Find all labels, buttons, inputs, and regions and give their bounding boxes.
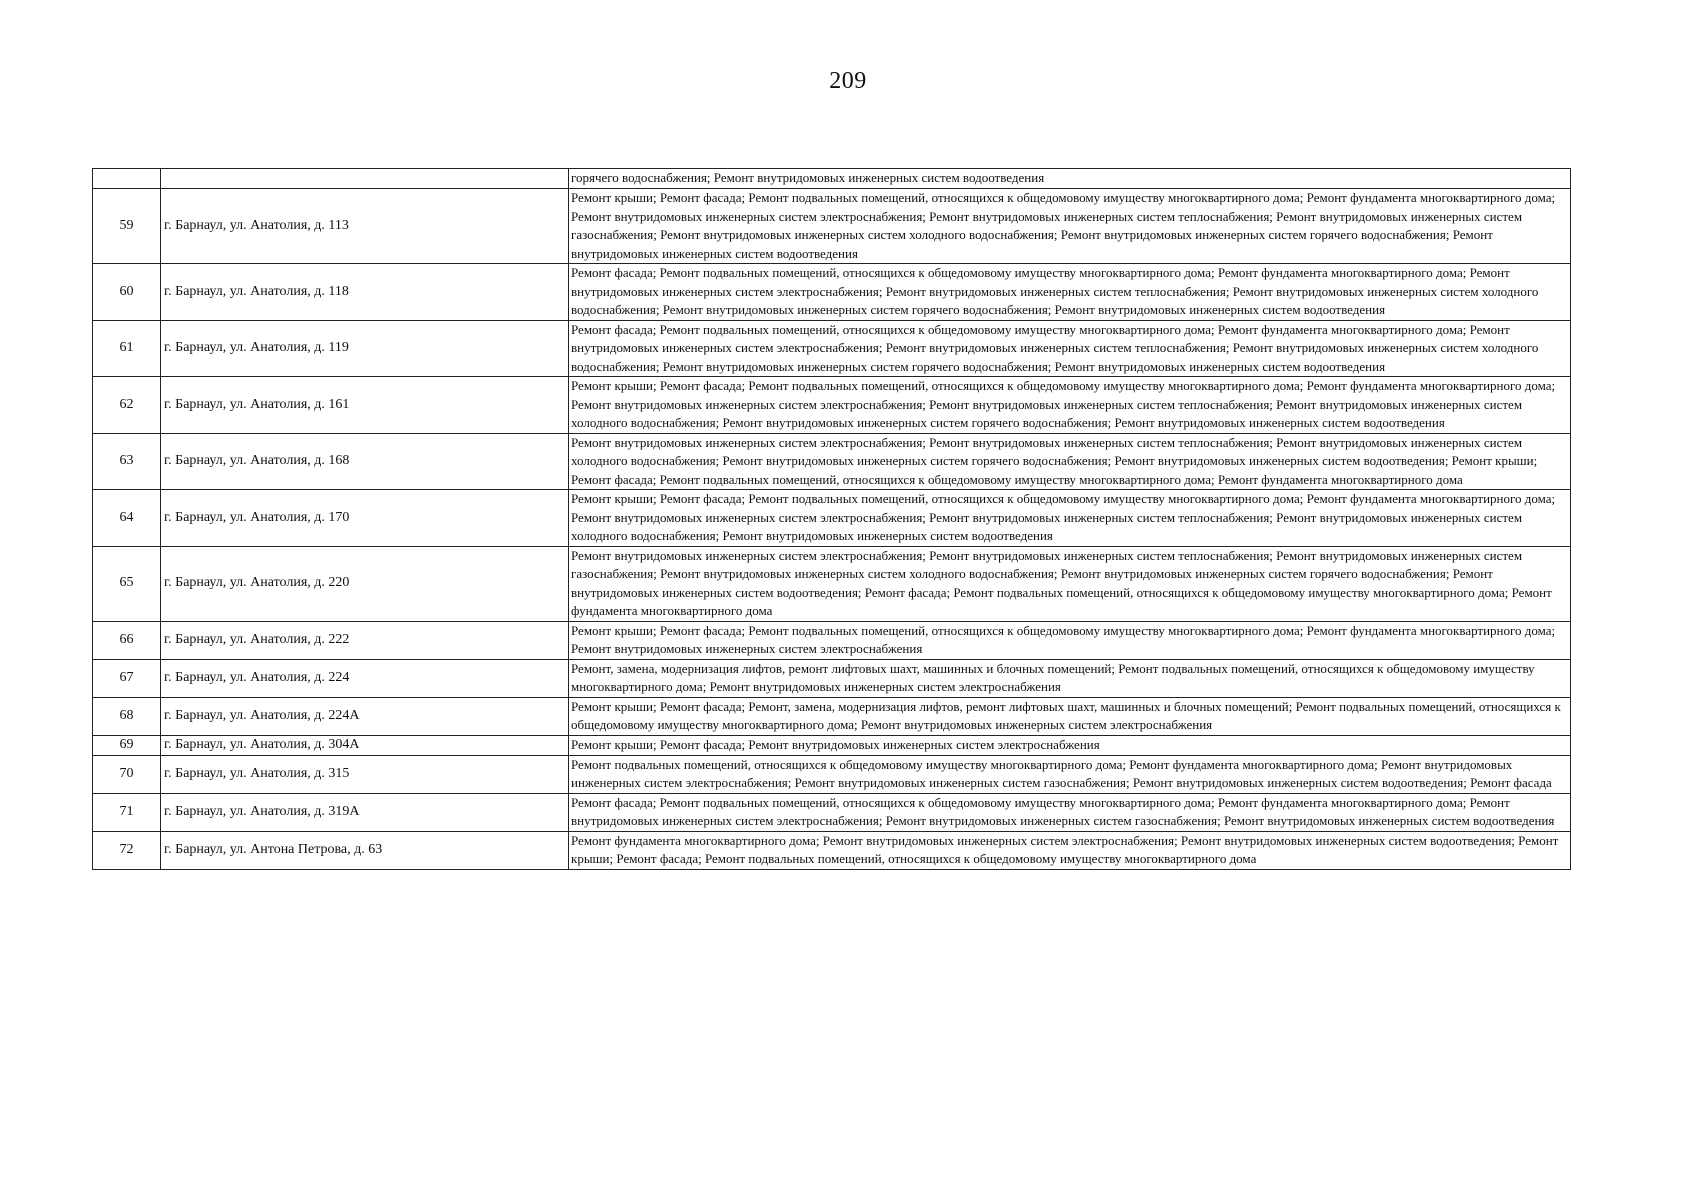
table-row	[93, 735, 1571, 755]
row-number-cell: 61	[93, 320, 161, 377]
table-row	[93, 490, 1571, 547]
row-works-cell: Ремонт крыши; Ремонт фасада; Ремонт, замена, модернизация лифтов, ремонт лифтовых шахт, машинных и блочных помещений; Ремонт подвальных помещений, относящихся к общедомовому имуществу многоквартирного дома; Ремонт внутридомовых инженерных систем электроснабжения	[569, 697, 1571, 735]
row-address-cell: г. Барнаул, ул. Антона Петрова, д. 63	[161, 831, 569, 869]
table-row	[93, 659, 1571, 697]
table-row	[93, 755, 1571, 793]
row-works-cell: Ремонт, замена, модернизация лифтов, ремонт лифтовых шахт, машинных и блочных помещений; Ремонт подвальных помещений, относящихся к общедомовому имуществу многоквартирного дома; Ремонт внутридомовых инженерных систем электроснабжения	[569, 659, 1571, 697]
row-works-cell: Ремонт фундамента многоквартирного дома; Ремонт внутридомовых инженерных систем электроснабжения; Ремонт внутридомовых инженерных систем водоотведения; Ремонт крыши; Ремонт фасада; Ремонт подвальных помещений, относящихся к общедомовому имуществу многоквартирного дома	[569, 831, 1571, 869]
table-row	[93, 320, 1571, 377]
row-works-cell: горячего водоснабжения; Ремонт внутридомовых инженерных систем водоотведения	[569, 169, 1571, 189]
row-works-cell: Ремонт фасада; Ремонт подвальных помещений, относящихся к общедомовому имуществу многоквартирного дома; Ремонт фундамента многоквартирного дома; Ремонт внутридомовых инженерных систем электроснабжения; Ремонт внутридомовых инженерных систем газоснабжения; Ремонт внутридомовых инженерных систем водоотведения	[569, 793, 1571, 831]
row-address-cell: г. Барнаул, ул. Анатолия, д. 220	[161, 546, 569, 621]
row-address-cell: г. Барнаул, ул. Анатолия, д. 161	[161, 377, 569, 434]
table-row	[93, 546, 1571, 621]
row-address-cell: г. Барнаул, ул. Анатолия, д. 315	[161, 755, 569, 793]
row-works-cell: Ремонт крыши; Ремонт фасада; Ремонт подвальных помещений, относящихся к общедомовому имуществу многоквартирного дома; Ремонт фундамента многоквартирного дома; Ремонт внутридомовых инженерных систем электроснабжения; Ремонт внутридомовых инженерных систем теплоснабжения; Ремонт внутридомовых инженерных систем холодного водоснабжения; Ремонт внутридомовых инженерных систем водоотведения	[569, 490, 1571, 547]
table-row	[93, 793, 1571, 831]
table-row	[93, 621, 1571, 659]
row-address-cell: г. Барнаул, ул. Анатолия, д. 319А	[161, 793, 569, 831]
works-table	[92, 168, 1571, 870]
row-address-cell: г. Барнаул, ул. Анатолия, д. 168	[161, 433, 569, 490]
row-works-cell: Ремонт крыши; Ремонт фасада; Ремонт внутридомовых инженерных систем электроснабжения	[569, 735, 1571, 755]
table-row	[93, 831, 1571, 869]
row-works-cell: Ремонт внутридомовых инженерных систем электроснабжения; Ремонт внутридомовых инженерных систем теплоснабжения; Ремонт внутридомовых инженерных систем холодного водоснабжения; Ремонт внутридомовых инженерных систем горячего водоснабжения; Ремонт внутридомовых инженерных систем водоотведения; Ремонт крыши; Ремонт фасада; Ремонт подвальных помещений, относящихся к общедомовому имуществу многоквартирного дома; Ремонт фундамента многоквартирного дома	[569, 433, 1571, 490]
table-row	[93, 433, 1571, 490]
row-works-cell: Ремонт крыши; Ремонт фасада; Ремонт подвальных помещений, относящихся к общедомовому имуществу многоквартирного дома; Ремонт фундамента многоквартирного дома; Ремонт внутридомовых инженерных систем электроснабжения; Ремонт внутридомовых инженерных систем теплоснабжения; Ремонт внутридомовых инженерных систем холодного водоснабжения; Ремонт внутридомовых инженерных систем горячего водоснабжения; Ремонт внутридомовых инженерных систем водоотведения	[569, 377, 1571, 434]
row-address-cell: г. Барнаул, ул. Анатолия, д. 304А	[161, 735, 569, 755]
row-number-cell: 72	[93, 831, 161, 869]
row-address-cell	[161, 169, 569, 189]
table-row	[93, 264, 1571, 321]
row-number-cell: 71	[93, 793, 161, 831]
table-row	[93, 189, 1571, 264]
table-row-continuation	[93, 169, 1571, 189]
row-works-cell: Ремонт фасада; Ремонт подвальных помещений, относящихся к общедомовому имуществу многоквартирного дома; Ремонт фундамента многоквартирного дома; Ремонт внутридомовых инженерных систем электроснабжения; Ремонт внутридомовых инженерных систем теплоснабжения; Ремонт внутридомовых инженерных систем холодного водоснабжения; Ремонт внутридомовых инженерных систем горячего водоснабжения; Ремонт внутридомовых инженерных систем водоотведения	[569, 320, 1571, 377]
row-number-cell: 65	[93, 546, 161, 621]
row-number-cell: 60	[93, 264, 161, 321]
row-address-cell: г. Барнаул, ул. Анатолия, д. 118	[161, 264, 569, 321]
row-address-cell: г. Барнаул, ул. Анатолия, д. 170	[161, 490, 569, 547]
row-number-cell: 66	[93, 621, 161, 659]
row-works-cell: Ремонт крыши; Ремонт фасада; Ремонт подвальных помещений, относящихся к общедомовому имуществу многоквартирного дома; Ремонт фундамента многоквартирного дома; Ремонт внутридомовых инженерных систем электроснабжения	[569, 621, 1571, 659]
row-address-cell: г. Барнаул, ул. Анатолия, д. 119	[161, 320, 569, 377]
row-works-cell: Ремонт крыши; Ремонт фасада; Ремонт подвальных помещений, относящихся к общедомовому имуществу многоквартирного дома; Ремонт фундамента многоквартирного дома; Ремонт внутридомовых инженерных систем электроснабжения; Ремонт внутридомовых инженерных систем теплоснабжения; Ремонт внутридомовых инженерных систем газоснабжения; Ремонт внутридомовых инженерных систем холодного водоснабжения; Ремонт внутридомовых инженерных систем горячего водоснабжения; Ремонт внутридомовых инженерных систем водоотведения	[569, 189, 1571, 264]
works-table-body	[93, 169, 1571, 870]
row-number-cell: 59	[93, 189, 161, 264]
row-address-cell: г. Барнаул, ул. Анатолия, д. 222	[161, 621, 569, 659]
row-works-cell: Ремонт подвальных помещений, относящихся к общедомовому имуществу многоквартирного дома; Ремонт фундамента многоквартирного дома; Ремонт внутридомовых инженерных систем электроснабжения; Ремонт внутридомовых инженерных систем газоснабжения; Ремонт внутридомовых инженерных систем водоотведения; Ремонт фасада	[569, 755, 1571, 793]
row-works-cell: Ремонт фасада; Ремонт подвальных помещений, относящихся к общедомовому имуществу многоквартирного дома; Ремонт фундамента многоквартирного дома; Ремонт внутридомовых инженерных систем электроснабжения; Ремонт внутридомовых инженерных систем теплоснабжения; Ремонт внутридомовых инженерных систем холодного водоснабжения; Ремонт внутридомовых инженерных систем горячего водоснабжения; Ремонт внутридомовых инженерных систем водоотведения	[569, 264, 1571, 321]
row-number-cell: 68	[93, 697, 161, 735]
row-number-cell	[93, 169, 161, 189]
row-number-cell: 67	[93, 659, 161, 697]
row-works-cell: Ремонт внутридомовых инженерных систем электроснабжения; Ремонт внутридомовых инженерных систем теплоснабжения; Ремонт внутридомовых инженерных систем газоснабжения; Ремонт внутридомовых инженерных систем холодного водоснабжения; Ремонт внутридомовых инженерных систем горячего водоснабжения; Ремонт внутридомовых инженерных систем водоотведения; Ремонт фасада; Ремонт подвальных помещений, относящихся к общедомовому имуществу многоквартирного дома; Ремонт фундамента многоквартирного дома	[569, 546, 1571, 621]
row-number-cell: 63	[93, 433, 161, 490]
row-address-cell: г. Барнаул, ул. Анатолия, д. 113	[161, 189, 569, 264]
table-row	[93, 697, 1571, 735]
row-number-cell: 62	[93, 377, 161, 434]
table-row	[93, 377, 1571, 434]
row-address-cell: г. Барнаул, ул. Анатолия, д. 224А	[161, 697, 569, 735]
row-number-cell: 64	[93, 490, 161, 547]
row-number-cell: 69	[93, 735, 161, 755]
page-number: 209	[829, 68, 867, 94]
row-number-cell: 70	[93, 755, 161, 793]
row-address-cell: г. Барнаул, ул. Анатолия, д. 224	[161, 659, 569, 697]
